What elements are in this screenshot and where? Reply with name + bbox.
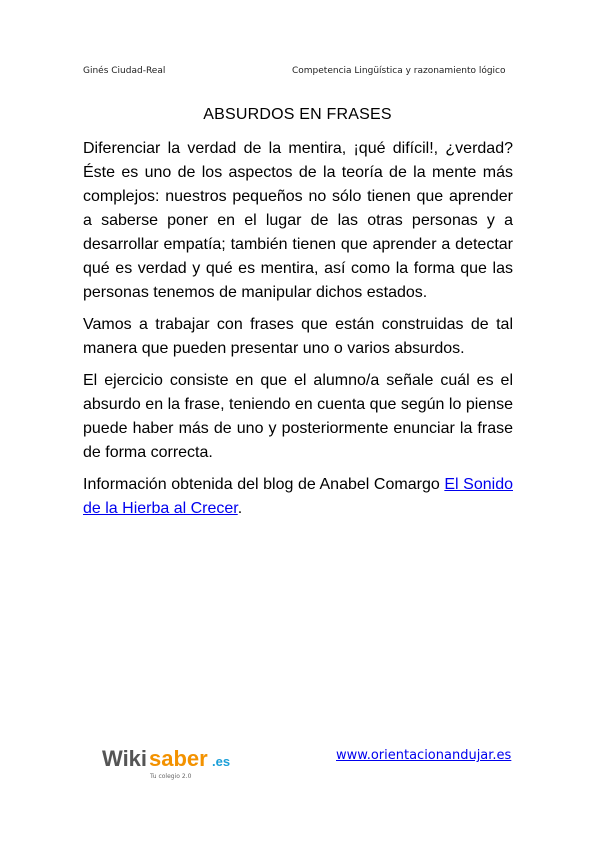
page-title: ABSURDOS EN FRASES [203, 106, 392, 123]
header-author: Ginés Ciudad-Real [83, 66, 166, 76]
source-suffix: . [237, 500, 243, 517]
paragraph-source [83, 473, 513, 521]
document-body [83, 137, 513, 529]
logo-saber: saber [149, 746, 208, 771]
source-prefix: Información obtenida del blog de Anabel Comargo [83, 476, 445, 493]
header-subject: Competencia Lingüística y razonamiento lógico [292, 66, 506, 76]
paragraph-activity: Vamos a trabajar con frases que están construidas de tal manera que pueden presentar uno o varios absurdos. [83, 316, 513, 357]
paragraph-exercise: El ejercicio consiste en que el alumno/a señale cuál es el absurdo en la frase, teniendo en cuenta que según lo piense puede haber más de uno y posteriormente enunciar la frase de forma correcta. [83, 372, 513, 461]
wikisaber-logo [102, 742, 252, 782]
blog-link[interactable]: El Sonido de la Hierba al Crecer [83, 476, 513, 517]
website-link[interactable]: www.orientacionandujar.es [336, 748, 512, 763]
logo-tagline: Tu colegio 2.0 [150, 773, 192, 780]
logo-suffix: .es [212, 754, 231, 769]
paragraph-intro: Diferenciar la verdad de la mentira, ¡qué difícil!, ¿verdad? Éste es uno de los aspectos de la teoría de la mente más complejos: nuestros pequeños no sólo tienen que aprender a saberse poner en el lugar de las otras personas y a desarrollar empatía; también tienen que aprender a detectar qué es verdad y qué es mentira, así como la forma que las personas tenemos de manipular dichos estados. [83, 140, 513, 301]
logo-wiki: Wiki [102, 746, 148, 771]
